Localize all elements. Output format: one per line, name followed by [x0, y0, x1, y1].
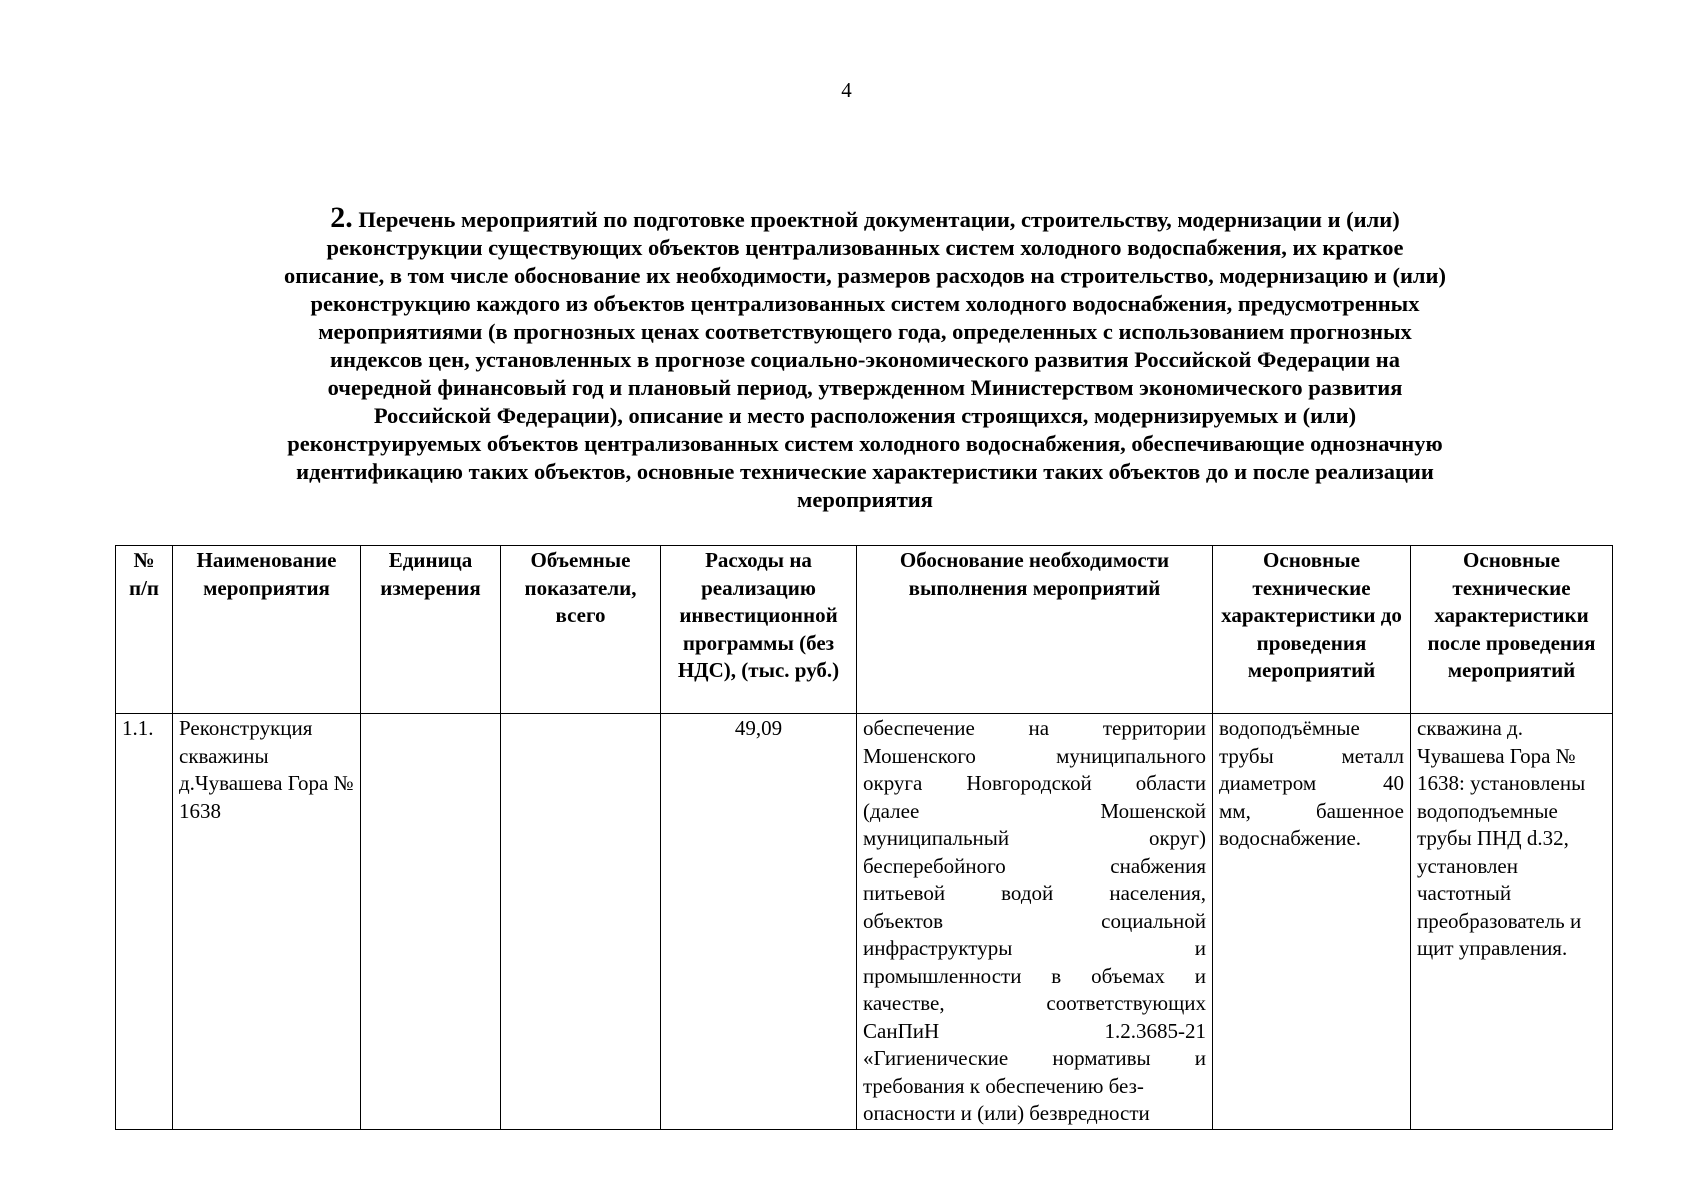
cell-volume [501, 714, 661, 1130]
cell-name: Реконструкция скважины д.Чувашева Гора № 1638 [173, 714, 361, 1130]
heading-line-7: очередной финансовый год и плановый период, утвержденном Министерством экономического развития [327, 375, 1403, 400]
table-header-row [116, 546, 1613, 714]
cell-after: скважина д. Чувашева Гора № 1638: установлены водоподъемные трубы ПНД d.32, установлен частотный преобразователь и щит управления. [1411, 714, 1613, 1130]
header-after: Основные технические характеристики после проведения мероприятий [1411, 546, 1613, 714]
justification-line: промышленности в объемах и [863, 963, 1206, 988]
heading-line-9: реконструируемых объектов централизованных систем холодного водоснабжения, обеспечивающие однозначную [287, 431, 1443, 456]
justification-line: СанПиН 1.2.3685-21 [863, 1018, 1206, 1043]
cell-before [1213, 714, 1411, 1130]
justification-line: качестве, соответствующих [863, 991, 1206, 1015]
justification-line: обеспечение на территории [863, 716, 1206, 740]
before-line: водоснабжение. [1219, 826, 1362, 850]
heading-line-1: 2. Перечень мероприятий по подготовке проектной документации, строительству, модернизации и (или) [330, 201, 1400, 234]
justification-line: инфраструктуры и [863, 936, 1206, 960]
heading-line-6: индексов цен, установленных в прогнозе социально-экономического развития Российской Федерации на [330, 347, 1400, 372]
heading-line-4: реконструкцию каждого из объектов централизованных систем холодного водоснабжения, предусмотренных [310, 291, 1420, 316]
justification-line: «Гигиенические нормативы и [863, 1046, 1206, 1070]
cell-unit [361, 714, 501, 1130]
header-cost: Расходы на реализацию инвестиционной программы (без НДС), (тыс. руб.) [661, 546, 857, 714]
cell-number: 1.1. [116, 714, 173, 1130]
justification-line: округа Новгородской области [863, 771, 1206, 795]
page-number: 4 [841, 78, 852, 102]
justification-line: (далее Мошенской [863, 798, 1206, 823]
heading-line-11: мероприятия [797, 487, 933, 512]
justification-line: муниципальный округ) [863, 826, 1206, 850]
heading-line-2: реконструкции существующих объектов централизованных систем холодного водоспабжения, их краткое [326, 235, 1404, 260]
header-unit: Единица измерения [361, 546, 501, 714]
heading-line-3: описание, в том числе обоснование их необходимости, размеров расходов на строительство, модернизацию и (или) [283, 263, 1447, 288]
heading-line-5: мероприятиями (в прогнозных ценах соответствующего года, определенных с использованием прогнозных [318, 319, 1412, 344]
justification-line: требования к обеспечению без- [863, 1073, 1144, 1098]
before-line: трубы металл [1219, 743, 1404, 768]
measures-table [115, 545, 1613, 1130]
table-row [116, 714, 1613, 1130]
heading-line-10: идентификацию таких объектов, основные технические характеристики таких объектов до и после реализации [296, 459, 1434, 484]
header-number: № п/п [116, 546, 173, 714]
section-heading [115, 201, 1615, 514]
cell-cost: 49,09 [661, 714, 857, 1130]
justification-line: питьевой водой населения, [863, 881, 1206, 905]
justification-line: объектов социальной [863, 908, 1206, 933]
header-before: Основные технические характеристики до проведения мероприятий [1213, 546, 1411, 714]
before-line: мм, башенное [1219, 798, 1404, 823]
section-number: 2. [330, 201, 353, 234]
before-line: водоподъёмные [1219, 716, 1360, 740]
justification-line: опасности и (или) безвредности [863, 1101, 1150, 1125]
cell-justification [857, 714, 1213, 1130]
header-justification: Обоснование необходимости выполнения мероприятий [857, 546, 1213, 714]
header-volume: Объемные показатели, всего [501, 546, 661, 714]
justification-line: Мошенского муниципального [863, 743, 1206, 768]
justification-line: бесперебойного снабжения [863, 853, 1206, 878]
before-line: диаметром 40 [1219, 771, 1404, 795]
heading-line-8: Российской Федерации), описание и место расположения строящихся, модернизируемых и (или) [373, 403, 1357, 428]
header-name: Наименование мероприятия [173, 546, 361, 714]
